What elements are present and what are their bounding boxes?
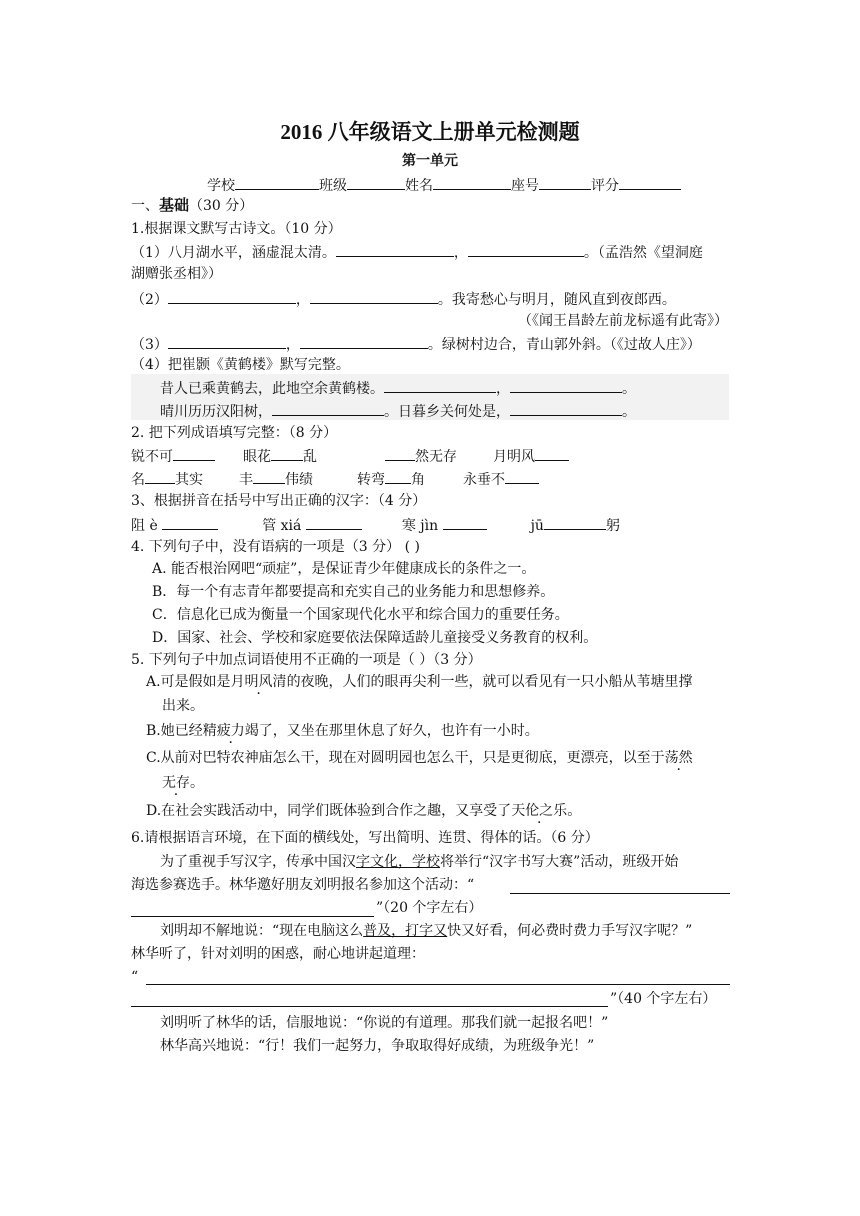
q5-option-c: C.从前对巴特农神庙怎么干，现在对圆明园也怎么干，只是更彻底，更漂亮，以至于荡然 — [146, 750, 693, 766]
q1-item2-source: （《闻王昌龄左前龙标遥有此寄》） — [518, 313, 728, 329]
q6-para-2-cont: 林华听了，针对刘明的困惑，耐心地讲起道理： — [131, 946, 425, 962]
q1-blank-3[interactable] — [168, 289, 296, 304]
q1-blank-10[interactable] — [510, 401, 622, 416]
q6-answer-line-4[interactable] — [131, 1006, 608, 1007]
q1-blank-4[interactable] — [310, 289, 438, 304]
q2-row-2: 名 其实 丰 伟绩 转弯 角 永垂不 — [131, 469, 539, 489]
section1-heading: 一、基础（30 分） — [131, 196, 254, 214]
q6-answer-line-3[interactable] — [146, 984, 730, 985]
q6-para-1: 为了重视手写汉字，传承中国汉字文化，学校将举行“汉字书写大赛”活动，班级开始 — [160, 854, 679, 870]
q6-para-3: 刘明听了林华的话，信服地说：“你说的有道理。那我们就一起报名吧！” — [160, 1015, 609, 1031]
name-blank[interactable] — [433, 175, 511, 190]
score-label: 评分 — [591, 178, 619, 194]
q2-blank[interactable] — [505, 469, 539, 484]
unit-heading: 第一单元 — [402, 153, 458, 169]
poem-line-2: 晴川历历汉阳树， 。日暮乡关何处是， 。 — [160, 401, 636, 421]
q6-answer-line-1[interactable] — [510, 893, 730, 894]
q3-blank[interactable] — [162, 515, 218, 530]
q2-blank[interactable] — [173, 446, 215, 461]
q1-item1: （1）八月湖水平，涵虚混太清。 ， 。（孟浩然《望洞庭 — [131, 242, 703, 262]
q6-open-quote: “ — [131, 969, 139, 985]
q5-option-a-cont: 出来。 — [162, 698, 204, 714]
q6-para-1-cont: 海选参赛选手。林华邀好朋友刘明报名参加这个活动：“ — [131, 877, 475, 893]
q5-option-d: D.在社会实践活动中，同学们既体验到合作之趣，又享受了天伦之乐。 — [146, 803, 582, 819]
q5-option-c-cont: 无存。 — [162, 775, 204, 791]
q6-para-4: 林华高兴地说：“行！我们一起努力，争取取得好成绩，为班级争光！” — [160, 1038, 595, 1054]
q1-blank-1[interactable] — [336, 242, 454, 257]
q5-option-a: A.可是假如是月明风清的夜晚，人们的眼再尖利一些，就可以看见有一只小船从苇塘里撑 — [146, 674, 693, 690]
q4-option-a: A. 能否根治网吧“顽症”，是保证青少年健康成长的条件之一。 — [152, 561, 536, 577]
q4-option-d: D．国家、社会、学校和家庭要依法保障适龄儿童接受义务教育的权利。 — [152, 630, 598, 646]
class-blank[interactable] — [347, 175, 405, 190]
q6-para-2: 刘明却不解地说：“现在电脑这么普及，打字又快又好看，何必费时费力手写汉字呢？” — [160, 923, 693, 939]
poem-line-1: 昔人已乘黄鹤去，此地空余黄鹤楼。 ， 。 — [160, 378, 636, 398]
q1-blank-7[interactable] — [384, 378, 496, 393]
q3-blank[interactable] — [443, 515, 487, 530]
q3-blank[interactable] — [306, 515, 362, 530]
q5-stem: 5. 下列句子中加点词语使用不正确的一项是（ ）（3 分） — [131, 652, 482, 668]
q1-item2: （2） ， 。我寄愁心与明月，随风直到夜郎西。 — [131, 289, 676, 309]
q2-blank[interactable] — [271, 446, 303, 461]
q5-option-b: B.她已经精疲力竭了，又坐在那里休息了好久，也许有一小时。 — [146, 723, 539, 739]
q2-blank[interactable] — [535, 446, 569, 461]
q2-blank[interactable] — [385, 469, 411, 484]
q1-blank-9[interactable] — [272, 401, 384, 416]
page-title: 2016 八年级语文上册单元检测题 — [280, 120, 580, 144]
q2-blank[interactable] — [145, 469, 175, 484]
q3-blank[interactable] — [544, 515, 606, 530]
q1-item1-cont: 湖赠张丞相》） — [131, 266, 222, 282]
q2-row-1: 锐不可 眼花 乱 然无存 月明风 — [131, 446, 569, 466]
q1-blank-6[interactable] — [300, 334, 428, 349]
q3-stem: 3、根据拼音在括号中写出正确的汉字：（4 分） — [131, 493, 427, 509]
q6-limit-40: ”（40 个字左右） — [610, 991, 717, 1007]
score-blank[interactable] — [619, 175, 681, 190]
q3-row: 阻 è 管 xiá 寒 jìn jū 躬 — [131, 515, 620, 535]
q4-option-c: C．信息化已成为衡量一个国家现代化水平和综合国力的重要任务。 — [152, 607, 569, 623]
seat-label: 座号 — [511, 178, 539, 194]
q2-blank[interactable] — [385, 446, 415, 461]
school-blank[interactable] — [235, 175, 319, 190]
q2-stem: 2. 把下列成语填写完整：（8 分） — [131, 425, 338, 441]
q4-option-b: B．每一个有志青年都要提高和充实自己的业务能力和思想修养。 — [152, 584, 555, 600]
q2-blank[interactable] — [253, 469, 285, 484]
school-label: 学校 — [207, 178, 235, 194]
q6-answer-line-2[interactable] — [131, 916, 374, 917]
name-label: 姓名 — [405, 178, 433, 194]
q4-stem: 4. 下列句子中，没有语病的一项是（3 分） ( ) — [131, 539, 420, 555]
q1-item4: （4）把崔颢《黄鹤楼》默写完整。 — [131, 357, 350, 373]
q1-item3: （3） ， 。绿树村边合，青山郭外斜。（《过故人庄》） — [131, 334, 701, 354]
class-label: 班级 — [319, 178, 347, 194]
info-line — [207, 175, 681, 195]
q1-blank-8[interactable] — [510, 378, 622, 393]
q6-stem: 6.请根据语言环境，在下面的横线处，写出简明、连贯、得体的话。（6 分） — [131, 830, 599, 846]
seat-blank[interactable] — [539, 175, 591, 190]
q1-blank-5[interactable] — [168, 334, 286, 349]
q6-limit-20: ”（20 个字左右） — [376, 900, 483, 916]
q1-stem: 1.根据课文默写古诗文。（10 分） — [131, 221, 342, 237]
q1-blank-2[interactable] — [468, 242, 584, 257]
